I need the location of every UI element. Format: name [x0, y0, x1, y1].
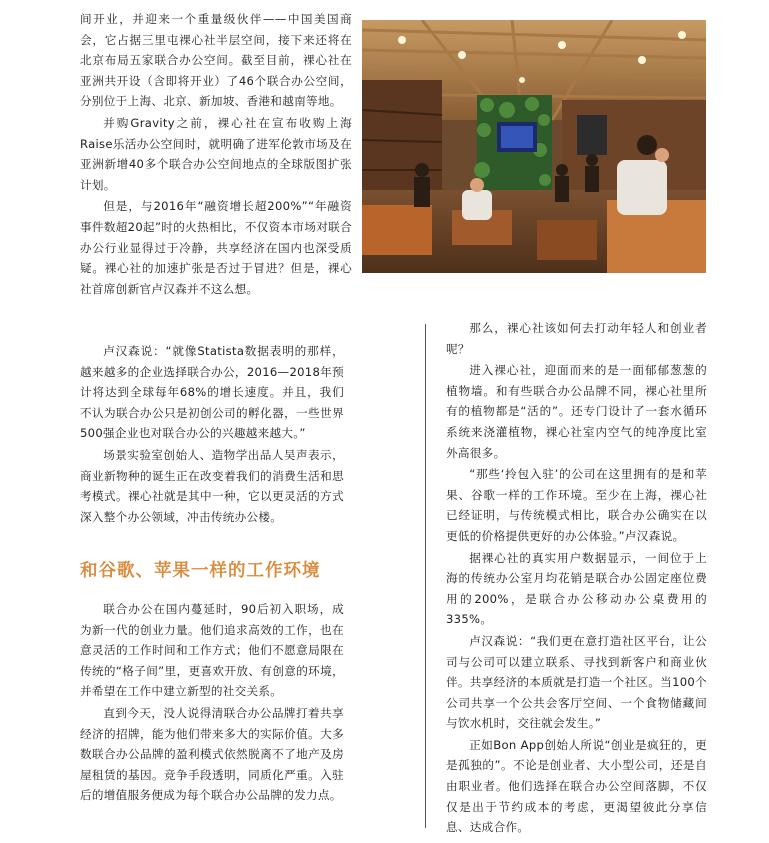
paragraph: 但是，与2016年“融资增长超200%”“年融资事件数超20起”时的火热相比，不仅资本市场对联合办公行业显得过于冷静，共享经济在国内也深受质疑。裸心社的加速扩张是否过于冒进？但是，裸心社首席创新官卢汉森并不这么想。: [80, 199, 352, 296]
paragraph: 据裸心社的真实用户数据显示，一间位于上海的传统办公室月均花销是联合办公固定座位费用的200%，是联合办公移动办公桌费用的335%。: [446, 550, 707, 627]
paragraph: 间开业，并迎来一个重量级伙伴——中国美国商会，它占据三里屯裸心社半层空间，接下来还将在北京布局五家联合办公空间。截至目前，裸心社在亚洲共开设（含即将开业）了46个联合办公空间，分别位于上海、北京、新加坡、香港和越南等地。: [80, 12, 352, 109]
left-main-text: [80, 341, 344, 528]
paragraph: 正如Bon App创始人所说“创业是疯狂的，更是孤独的”。不论是创业者、大小型公司，还是自由职业者。他们选择在联合办公空间落脚，不仅仅是出于节约成本的考虑，更渴望彼此分享信息、达成合作。: [446, 737, 707, 835]
column-divider: [425, 324, 426, 828]
paragraph: 场景实验室创始人、造物学出品人吴声表示，商业新物种的诞生正在改变着我们的消费生活和思考模式。裸心社就是其中一种，它以更灵活的方式深入整个办公领域，冲击传统办公楼。: [80, 447, 344, 524]
left-after-text: [80, 599, 344, 807]
right-column-text: [446, 318, 707, 839]
left-top-text: [80, 9, 352, 300]
paragraph: 直到今天，没人说得清联合办公品牌打着共享经济的招牌，能为他们带来多大的实际价值。大多数联合办公品牌的盈利模式依然脱离不了地产及房屋租赁的基因。竞争手段透明，同质化严重。入驻后的增值服务便成为每个联合办公品牌的发力点。: [80, 705, 344, 803]
paragraph: 并购Gravity之前，裸心社在宣布收购上海Raise乐活办公空间时，就明确了进军伦敦市场及在亚洲新增40多个联合办公空间地点的全球版图扩张计划。: [80, 115, 352, 192]
paragraph: 联合办公在国内蔓延时，90后初入职场，成为新一代的创业力量。他们追求高效的工作，也在意灵活的工作时间和工作方式；他们不愿意局限在传统的“格子间”里，更喜欢开放、有创意的环境，并希望在工作中建立新型的社交关系。: [80, 602, 344, 699]
paragraph: 卢汉森说：“我们更在意打造社区平台，让公司与公司可以建立联系、寻找到新客户和商业伙伴。共享经济的本质就是打造一个社区。当100个公司共享一个公共会客厅空间、一个食物储藏间与饮水机时，交往就会发生。”: [446, 633, 707, 731]
paragraph: 那么，裸心社该如何去打动年轻人和创业者呢？: [446, 321, 707, 356]
paragraph: 卢汉森说：“就像Statista数据表明的那样，越来越多的企业选择联合办公，2016—2018年预计将达到全球每年68%的增长速度。并且，我们不认为联合办公只是初创公司的孵化器，一些世界500强企业也对联合办公的兴趣越来越大。”: [80, 344, 344, 441]
paragraph: 进入裸心社，迎面而来的是一面郁郁葱葱的植物墙。和有些联合办公品牌不同，裸心社里所有的植物都是“活的”。还专门设计了一套水循环系统来浇灌植物，裸心社室内空气的纯净度比室外高很多。: [446, 363, 707, 460]
paragraph: “那些‘拎包入驻’的公司在这里拥有的是和苹果、谷歌一样的工作环境。至少在上海，裸心社已经证明，与传统模式相比，联合办公确实在以更低的价格提供更好的办公体验。”卢汉森说。: [446, 467, 707, 543]
section-heading: 和谷歌、苹果一样的工作环境: [80, 561, 321, 581]
coworking-space-photo: [362, 20, 706, 273]
